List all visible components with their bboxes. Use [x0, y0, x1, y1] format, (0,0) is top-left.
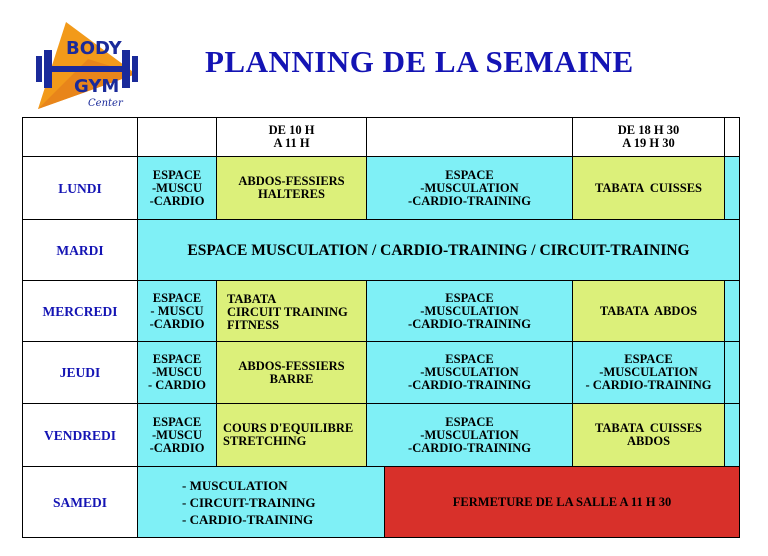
mercredi-slot-1: ESPACE - MUSCU -CARDIO: [137, 280, 217, 342]
lundi-slot-2: ABDOS-FESSIERS HALTERES: [216, 156, 367, 220]
header-empty-edge: [724, 117, 740, 157]
mercredi-slot-3: ESPACE -MUSCULATION -CARDIO-TRAINING: [366, 280, 573, 342]
jeudi-edge: [724, 341, 740, 404]
lundi-edge: [724, 156, 740, 220]
header-empty-col3: [366, 117, 573, 157]
page-title: PLANNING DE LA SEMAINE: [205, 44, 634, 79]
jeudi-slot-4: ESPACE -MUSCULATION - CARDIO-TRAINING: [572, 341, 725, 404]
samedi-closing-notice: FERMETURE DE LA SALLE A 11 H 30: [384, 466, 740, 538]
header-empty-col1: [137, 117, 217, 157]
vendredi-slot-3: ESPACE -MUSCULATION -CARDIO-TRAINING: [366, 403, 573, 467]
vendredi-slot-4: TABATA CUISSES ABDOS: [572, 403, 725, 467]
samedi-morning-slot: - MUSCULATION - CIRCUIT-TRAINING - CARDIO-TRAINING: [137, 466, 385, 538]
lundi-slot-4: TABATA CUISSES: [572, 156, 725, 220]
logo-text-gym: GYM: [74, 76, 120, 97]
mercredi-slot-4: TABATA ABDOS: [572, 280, 725, 342]
header-time-evening: DE 18 H 30 A 19 H 30: [572, 117, 725, 157]
jeudi-slot-2: ABDOS-FESSIERS BARRE: [216, 341, 367, 404]
logo-text-body: BODY: [66, 38, 122, 59]
jeudi-slot-1: ESPACE -MUSCU - CARDIO: [137, 341, 217, 404]
mercredi-edge: [724, 280, 740, 342]
vendredi-edge: [724, 403, 740, 467]
lundi-slot-1: ESPACE -MUSCU -CARDIO: [137, 156, 217, 220]
lundi-slot-3: ESPACE -MUSCULATION -CARDIO-TRAINING: [366, 156, 573, 220]
day-jeudi: JEUDI: [22, 341, 138, 404]
header-time-morning: DE 10 H A 11 H: [216, 117, 367, 157]
mardi-merged-slot: ESPACE MUSCULATION / CARDIO-TRAINING / CIRCUIT-TRAINING: [137, 219, 740, 281]
day-mardi: MARDI: [22, 219, 138, 281]
vendredi-slot-2: COURS D'EQUILIBRE STRETCHING: [216, 403, 367, 467]
day-mercredi: MERCREDI: [22, 280, 138, 342]
mercredi-slot-2: TABATA CIRCUIT TRAINING FITNESS: [216, 280, 367, 342]
header-empty-day: [22, 117, 138, 157]
day-vendredi: VENDREDI: [22, 403, 138, 467]
logo-text-center: Center: [88, 98, 123, 109]
day-lundi: LUNDI: [22, 156, 138, 220]
vendredi-slot-1: ESPACE -MUSCU -CARDIO: [137, 403, 217, 467]
jeudi-slot-3: ESPACE -MUSCULATION -CARDIO-TRAINING: [366, 341, 573, 404]
body-gym-logo: [28, 14, 148, 114]
day-samedi: SAMEDI: [22, 466, 138, 538]
